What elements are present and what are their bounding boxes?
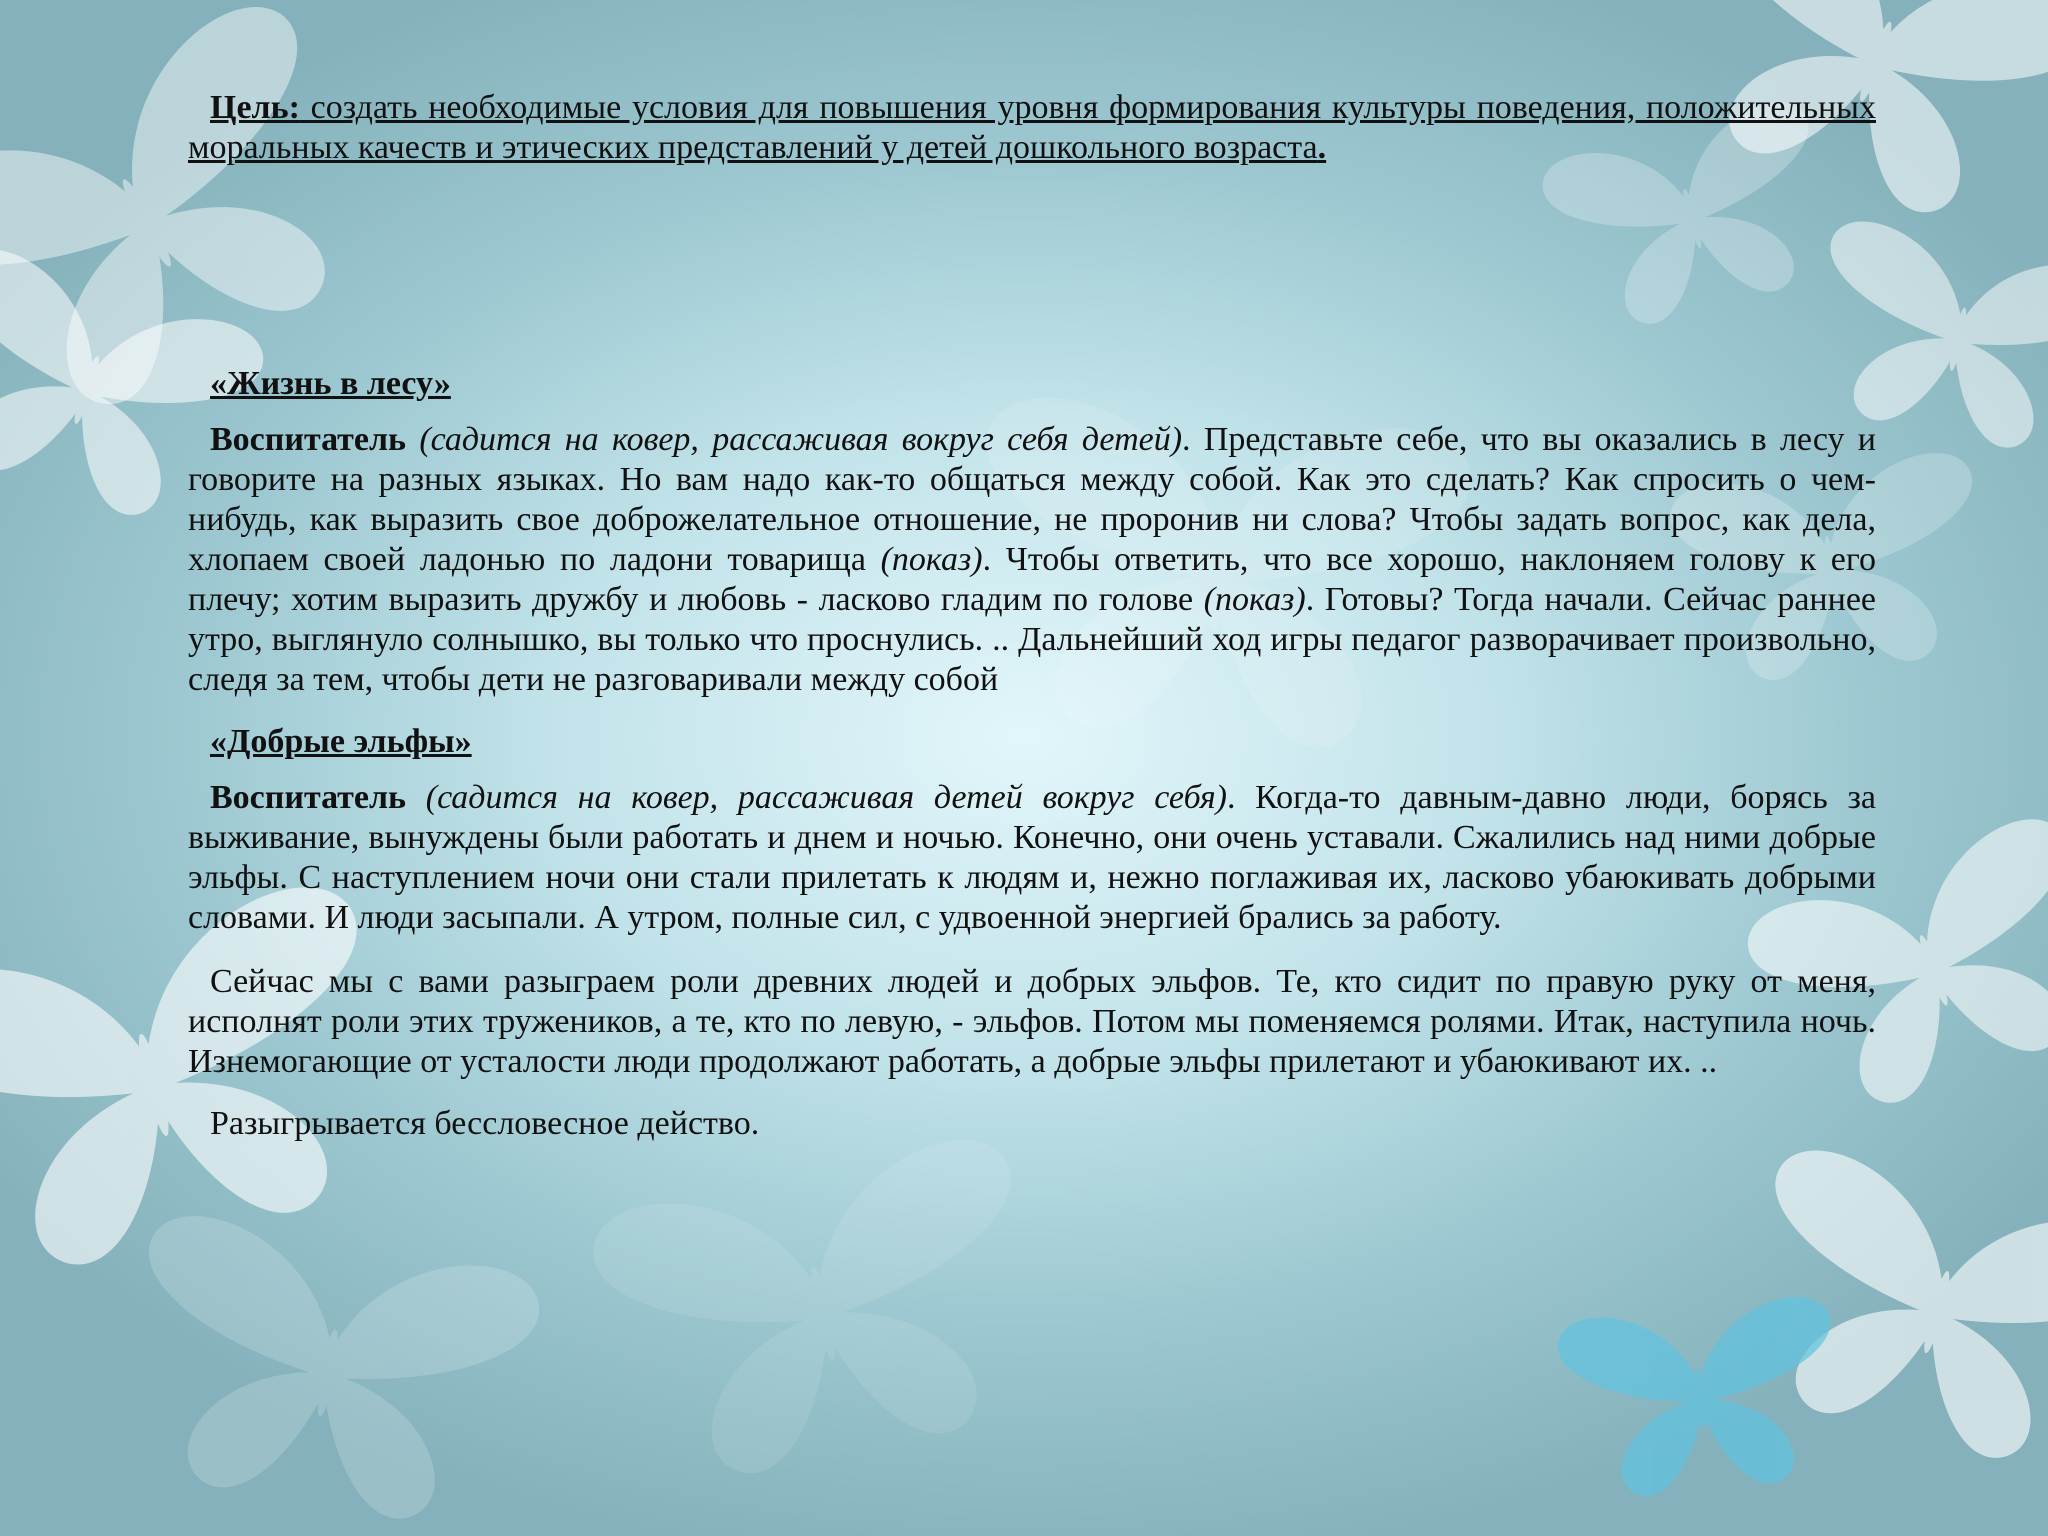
game1-text2: . Чтобы ответить, что все хорошо, наклоняем голову к его плечу; хотим выразить дружбу и любовь - ласково гладим по голове: [188, 541, 1877, 618]
game2-title: «Добрые эльфы»: [210, 723, 472, 760]
slide-content: [188, 88, 1876, 1144]
game2-paragraph-3: Разыгрывается бессловесное действо.: [210, 1105, 760, 1142]
goal-label: Цель:: [210, 89, 300, 126]
goal-text: создать необходимые условия для повышения уровня формирования культуры поведения, положительных моральных качеств и этических представлений у детей дошкольного возраста: [188, 89, 1876, 166]
game1-direction: (садится на ковер, рассаживая вокруг себя детей): [419, 421, 1183, 458]
game2-speaker: Воспитатель: [210, 779, 407, 816]
game2-text1: . Когда-то давным-давно люди, борясь за выживание, вынуждены были работать и днем и ночью. Конечно, они очень уставали. Сжалились над ними добрые эльфы. С наступлением ночи они стали прилетать к людям и, нежно поглаживая их, ласково убаюкивать добрыми словами. И люди засыпали. А утром, полные сил, с удвоенной энергией брались за работу.: [188, 779, 1876, 936]
game1-show1: (показ): [880, 541, 983, 578]
game1-speaker: Воспитатель: [210, 421, 407, 458]
butterfly-icon: [585, 1130, 1061, 1497]
game1-text1: . Представьте себе, что вы оказались в лесу и говорите на разных языках. Но вам надо как-то общаться между собой. Как это сделать? Как спросить о чем-нибудь, как выразить свое доброжелательное отношение, не проронив ни слова? Чтобы задать вопрос, как дела, хлопаем своей ладонью по ладони товарища: [188, 421, 1876, 578]
game1-show2: (показ): [1203, 581, 1306, 618]
game2-direction: (садится на ковер, рассаживая детей вокруг себя): [425, 779, 1227, 816]
game1-paragraph: [188, 420, 1876, 700]
goal-paragraph: [188, 88, 1876, 168]
butterfly-icon: [110, 1208, 545, 1536]
game2-paragraph: [188, 778, 1876, 938]
game1-text3: . Готовы? Тогда начали. Сейчас раннее утро, выглянуло солнышко, вы только что проснулись. .. Дальнейший ход игры педагог разворачивает произвольно, следя за тем, чтобы дети не разговаривали между собой: [188, 581, 1876, 698]
game1-title: «Жизнь в лесу»: [210, 365, 451, 402]
game2-paragraph-2: Сейчас мы с вами разыграем роли древних людей и добрых эльфов. Те, кто сидит по правую руку от меня, исполнят роли этих тружеников, а те, кто по левую, - эльфов. Потом мы поменяемся ролями. Итак, наступила ночь. Изнемогающие от усталости люди продолжают работать, а добрые эльфы прилетают и убаюкивают их. ..: [188, 963, 1876, 1080]
goal-end: .: [1317, 129, 1327, 166]
